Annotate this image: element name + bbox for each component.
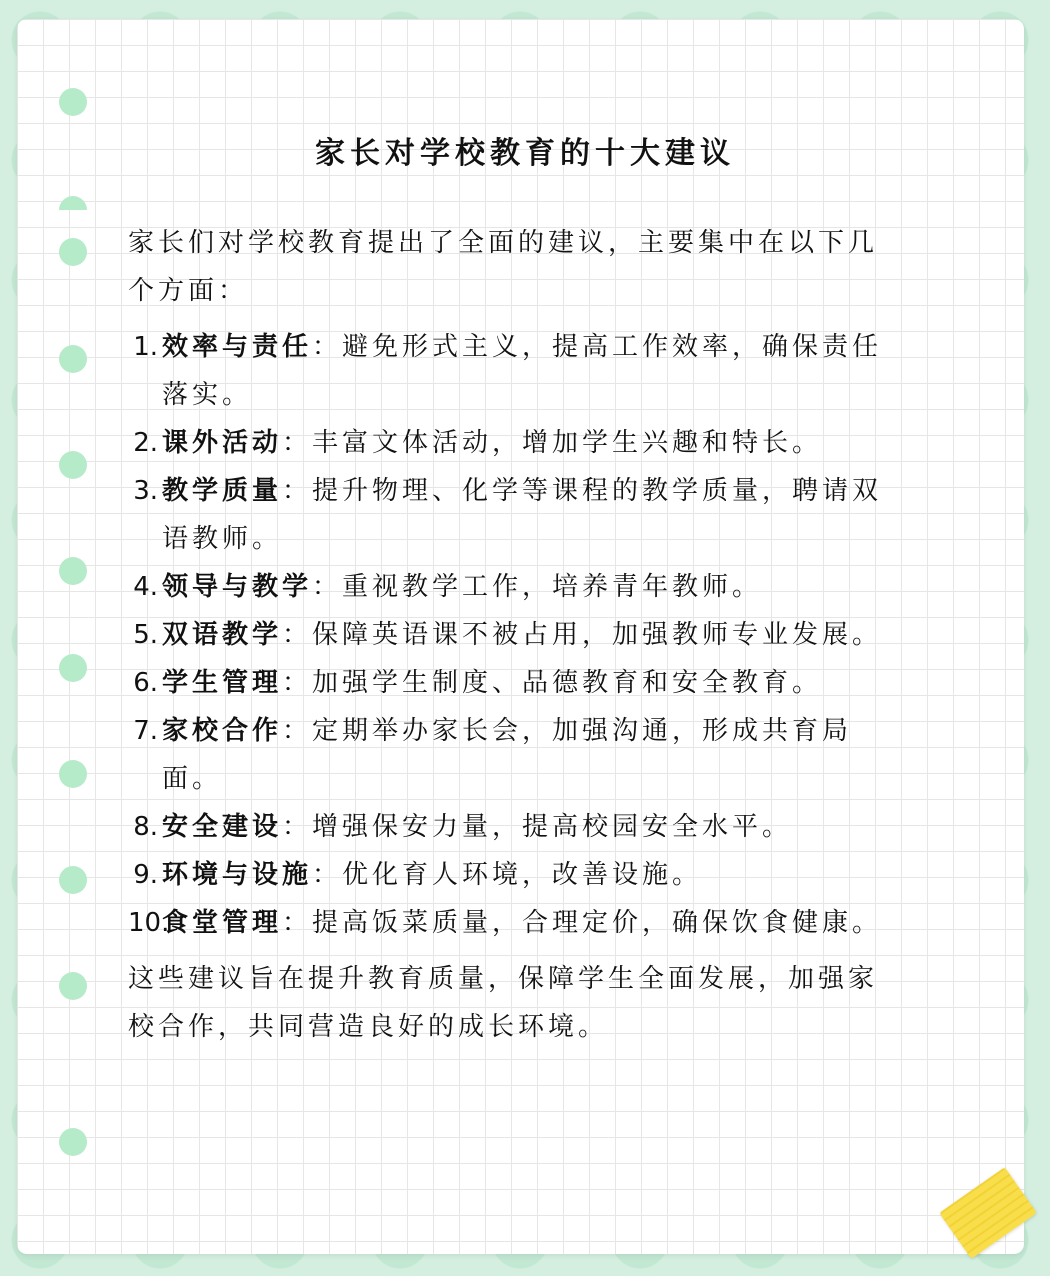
item-topic: 安全建设 [162, 812, 283, 842]
item-separator: ： [312, 860, 343, 890]
item-separator: ： [282, 620, 313, 650]
item-topic: 家校合作 [162, 716, 283, 746]
item-number: 1. [133, 332, 158, 362]
list-item [128, 611, 898, 659]
binder-hole [59, 760, 87, 788]
item-text: 保障英语课不被占用，加强教师专业发展。 [312, 620, 883, 650]
article-body [128, 219, 898, 1051]
list-item [128, 323, 898, 419]
list-item [128, 467, 898, 563]
item-number: 6. [133, 668, 158, 698]
item-topic: 双语教学 [162, 620, 283, 650]
item-number: 5. [133, 620, 158, 650]
item-separator: ： [282, 812, 313, 842]
item-text: 加强学生制度、品德教育和安全教育。 [312, 668, 823, 698]
item-text: 提高饭菜质量，合理定价，确保饮食健康。 [312, 908, 883, 938]
item-text: 优化育人环境，改善设施。 [342, 860, 703, 890]
item-number: 8. [133, 812, 158, 842]
list-item [128, 563, 898, 611]
item-number: 10. [128, 908, 170, 938]
binder-hole [59, 345, 87, 373]
item-separator: ： [282, 668, 313, 698]
item-topic: 教学质量 [162, 476, 283, 506]
item-number: 2. [133, 428, 158, 458]
suggestion-list [128, 323, 898, 947]
page-title: 家长对学校教育的十大建议 [315, 136, 735, 171]
item-text: 避免形式主义，提高工作效率，确保责任落实。 [162, 332, 883, 410]
item-separator: ： [312, 572, 343, 602]
binder-hole [59, 238, 87, 266]
item-text: 定期举办家长会，加强沟通，形成共育局面。 [162, 716, 853, 794]
item-separator: ： [282, 908, 313, 938]
item-topic: 环境与设施 [162, 860, 313, 890]
item-separator: ： [282, 716, 313, 746]
item-text: 增强保安力量，提高校园安全水平。 [312, 812, 793, 842]
binder-hole [59, 557, 87, 585]
list-item [128, 803, 898, 851]
intro-paragraph: 家长们对学校教育提出了全面的建议，主要集中在以下几个方面： [128, 228, 879, 306]
item-number: 4. [133, 572, 158, 602]
item-text: 丰富文体活动，增加学生兴趣和特长。 [312, 428, 823, 458]
summary-paragraph: 这些建议旨在提升教育质量，保障学生全面发展，加强家校合作，共同营造良好的成长环境。 [128, 964, 879, 1042]
binder-hole [59, 972, 87, 1000]
item-topic: 领导与教学 [162, 572, 313, 602]
list-item [128, 851, 898, 899]
binder-hole [59, 1128, 87, 1156]
item-number: 9. [133, 860, 158, 890]
list-item [128, 899, 898, 947]
list-item [128, 707, 898, 803]
item-text: 重视教学工作，培养青年教师。 [342, 572, 763, 602]
item-number: 3. [133, 476, 158, 506]
item-topic: 食堂管理 [162, 908, 283, 938]
item-number: 7. [133, 716, 158, 746]
item-topic: 学生管理 [162, 668, 283, 698]
binder-hole [59, 88, 87, 116]
binder-hole [59, 654, 87, 682]
binder-hole [59, 451, 87, 479]
item-separator: ： [312, 332, 343, 362]
item-topic: 课外活动 [162, 428, 283, 458]
list-item [128, 419, 898, 467]
item-separator: ： [282, 428, 313, 458]
item-separator: ： [282, 476, 313, 506]
binder-hole [59, 866, 87, 894]
item-topic: 效率与责任 [162, 332, 313, 362]
list-item [128, 659, 898, 707]
item-text: 提升物理、化学等课程的教学质量，聘请双语教师。 [162, 476, 883, 554]
